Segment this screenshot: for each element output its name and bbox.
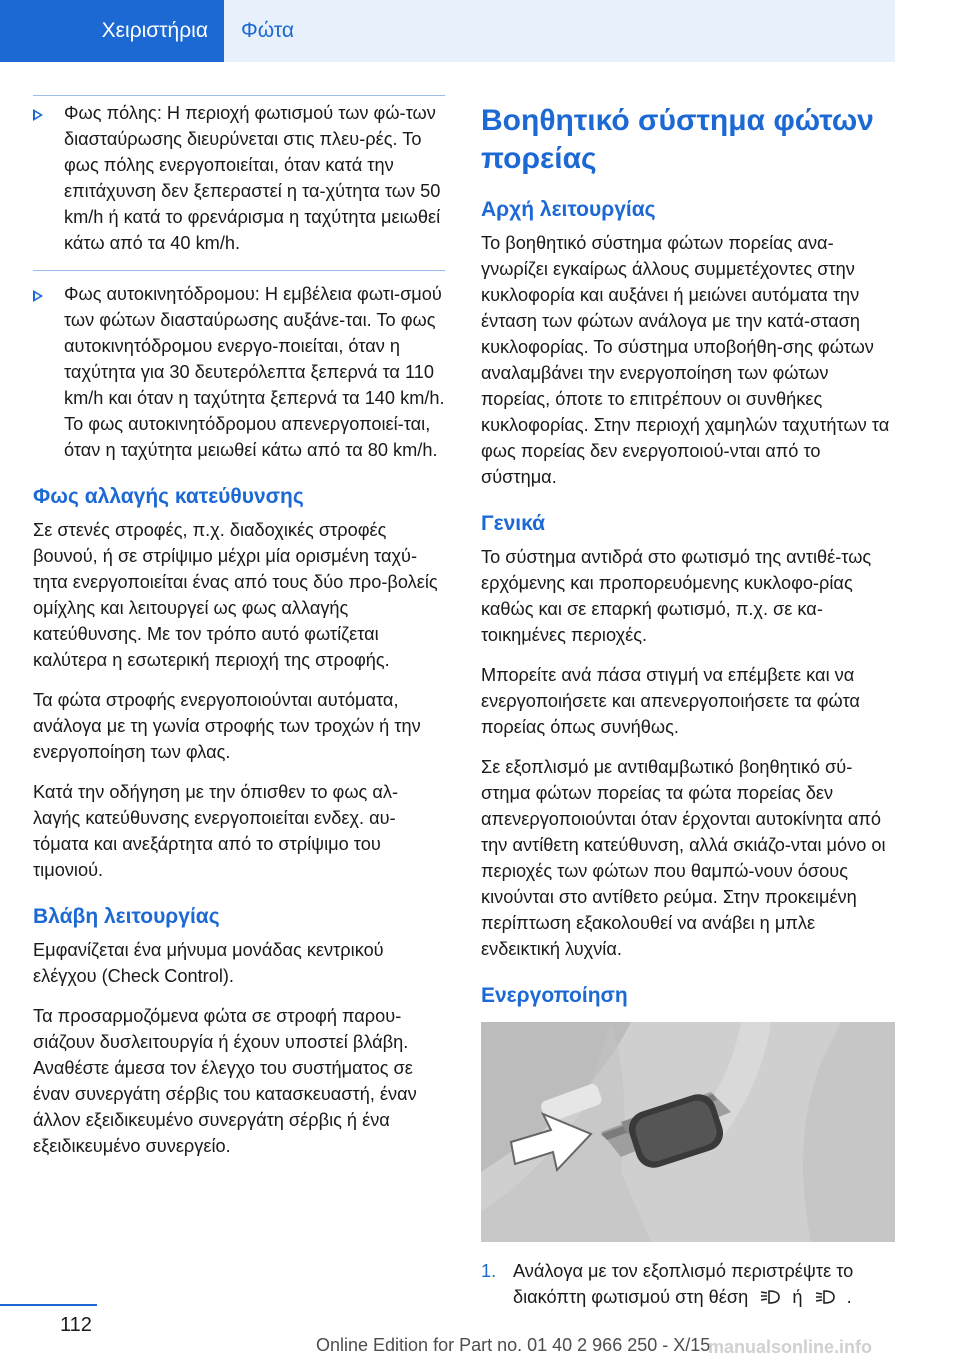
step-number: 1. xyxy=(481,1261,497,1281)
paragraph: Το βοηθητικό σύστημα φώτων πορείας ανα-γνωρίζει εγκαίρως άλλους συμμετέχοντες στην κυκλοφορία και αυξάνει ή μειώνει αυτόματα την ένταση των φώτων ανάλογα με την κατά-σταση κυκλοφορίας. Το σύστημα υποβοήθη-σης φώτων αναλαμβάνει την ενεργοποίηση των φώτων πορείας, όποτε το επιτρέπουν οι συνθήκες κυκλοφορίας. Στην περιοχή χαμηλών ταχυτήτων τα φως πορείας δεν ενεργοποιού-νται από το σύστημα. xyxy=(481,233,890,487)
divider xyxy=(33,270,445,271)
tab-lights[interactable]: Φώτα xyxy=(224,0,895,62)
list-item xyxy=(33,100,445,256)
paragraph: Μπορείτε ανά πάσα στιγμή να επέμβετε και να ενεργοποιήσετε και απενεργοποιήσετε τα φώτα πορείας όπως συνήθως. xyxy=(481,665,860,737)
paragraph: Εμφανίζεται ένα μήνυμα μονάδας κεντρικού ελέγχου (Check Control). xyxy=(33,940,384,986)
paragraph: Τα φώτα στροφής ενεργοποιούνται αυτόματα, ανάλογα με τη γωνία στροφής των τροχών ή την ενεργοποίηση των φλας. xyxy=(33,690,421,762)
step-or: ή xyxy=(792,1287,803,1307)
paragraph: Τα προσαρμοζόμενα φώτα σε στροφή παρου-σιάζουν δυσλειτουργία ή έχουν υποστεί βλάβη. Αναθέστε άμεσα τον έλεγχο του συστήματος σε έναν συνεργάτη σέρβις του κατασκευαστή, έναν άλλον εξειδικευμένο συνεργάτη σέρβις ή ένα εξειδικευμένο συνεργείο. xyxy=(33,1006,417,1156)
triangle-bullet-icon xyxy=(33,109,43,121)
section-heading-principle: Αρχή λειτουργίας xyxy=(481,198,656,221)
left-column xyxy=(33,95,445,1173)
divider xyxy=(33,95,445,96)
page-title: Βοηθητικό σύστημα φώτων πορείας xyxy=(481,104,874,175)
tab-controls[interactable]: Χειριστήρια xyxy=(0,0,224,62)
list-item xyxy=(33,281,445,463)
step-end: . xyxy=(846,1287,852,1307)
triangle-bullet-icon xyxy=(33,290,43,302)
paragraph: Το σύστημα αντιδρά στο φωτισμό της αντιθέ-τως ερχόμενης και προπορευόμενης κυκλοφο-ρίας καθώς και σε επαρκή φωτισμό, π.χ. σε κα-τοικημένες περιοχές. xyxy=(481,547,872,645)
step-text: Ανάλογα με τον εξοπλισμό περιστρέψτε το διακόπτη φωτισμού στη θέση xyxy=(513,1261,854,1307)
auto-headlight-symbol-icon xyxy=(759,1288,781,1306)
page-number-bar xyxy=(0,1304,97,1306)
paragraph: Σε στενές στροφές, π.χ. διαδοχικές στροφές βουνού, ή σε στρίψιμο μέχρι μία ορισμένη ταχύ-τητα ενεργοποιείται ένας από τους δύο προ-βολείς ομίχλης και λειτουργεί ως φως αλλαγής κατεύθυνσης. Με τον τρόπο αυτό φωτίζεται καλύτερα η εσωτερική περιοχή της στροφής. xyxy=(33,520,438,670)
instruction-step xyxy=(481,1258,893,1310)
section-heading-activation: Ενεργοποίηση xyxy=(481,984,628,1007)
footer-edition: Online Edition for Part no. 01 40 2 966 250 - X/15 xyxy=(316,1335,711,1355)
light-switch-illustration xyxy=(481,1022,895,1242)
section-heading-cornering-light: Φως αλλαγής κατεύθυνσης xyxy=(33,485,304,508)
list-item-text: Φως αυτοκινητόδρομου: Η εμβέλεια φωτι-σμού των φώτων διασταύρωσης αυξάνε-ται. Το φως αυτοκινητόδρομου ενεργο-ποιείται, όταν η ταχύτητα για 30 δευτερόλεπτα ξεπερνά τα 110 km/h και όταν η ταχύτητα ξεπερνά τα 140 km/h. Το φως αυτοκινητόδρομου απενεργοποιεί-ται, όταν η ταχύτητα μειωθεί κάτω από τα 80 km/h. xyxy=(64,284,445,460)
low-beam-symbol-icon xyxy=(814,1288,836,1306)
page-number: 112 xyxy=(60,1314,92,1336)
header xyxy=(0,0,895,62)
section-heading-general: Γενικά xyxy=(481,512,546,535)
section-heading-malfunction: Βλάβη λειτουργίας xyxy=(33,905,220,928)
list-item-text: Φως πόλης: Η περιοχή φωτισμού των φώ-των διασταύρωσης διευρύνεται στις πλευ-ρές. Το φως πόλης ενεργοποιείται, όταν κατά την επιτάχυνση δεν ξεπεραστεί η τα-χύτητα των 50 km/h ή κατά το φρενάρισμα η ταχύτητα μειωθεί κάτω από τα 40 km/h. xyxy=(64,103,441,253)
light-switch-photo xyxy=(481,1022,895,1242)
watermark: manualsonline.info xyxy=(708,1337,873,1357)
paragraph: Σε εξοπλισμό με αντιθαμβωτικό βοηθητικό σύ-στημα φώτων πορείας τα φώτα πορείας δεν απενεργοποιούνται όταν έρχονται αυτοκίνητα από την αντίθετη κατεύθυνση, αλλά σκιάζο-νται μόνο οι περιοχές των φώτων που θαμπώ-νουν όσους κινούνται στο αντίθετο ρεύμα. Στην προκειμένη περίπτωση εξακολουθεί να ανάβει η μπλε ενδεικτική λυχνία. xyxy=(481,757,886,959)
right-column xyxy=(481,102,893,1310)
paragraph: Κατά την οδήγηση με την όπισθεν το φως αλ-λαγής κατεύθυνσης ενεργοποιείται ενδεχ. αυ-τόματα και ανεξάρτητα από το στρίψιμο του τιμονιού. xyxy=(33,782,399,880)
